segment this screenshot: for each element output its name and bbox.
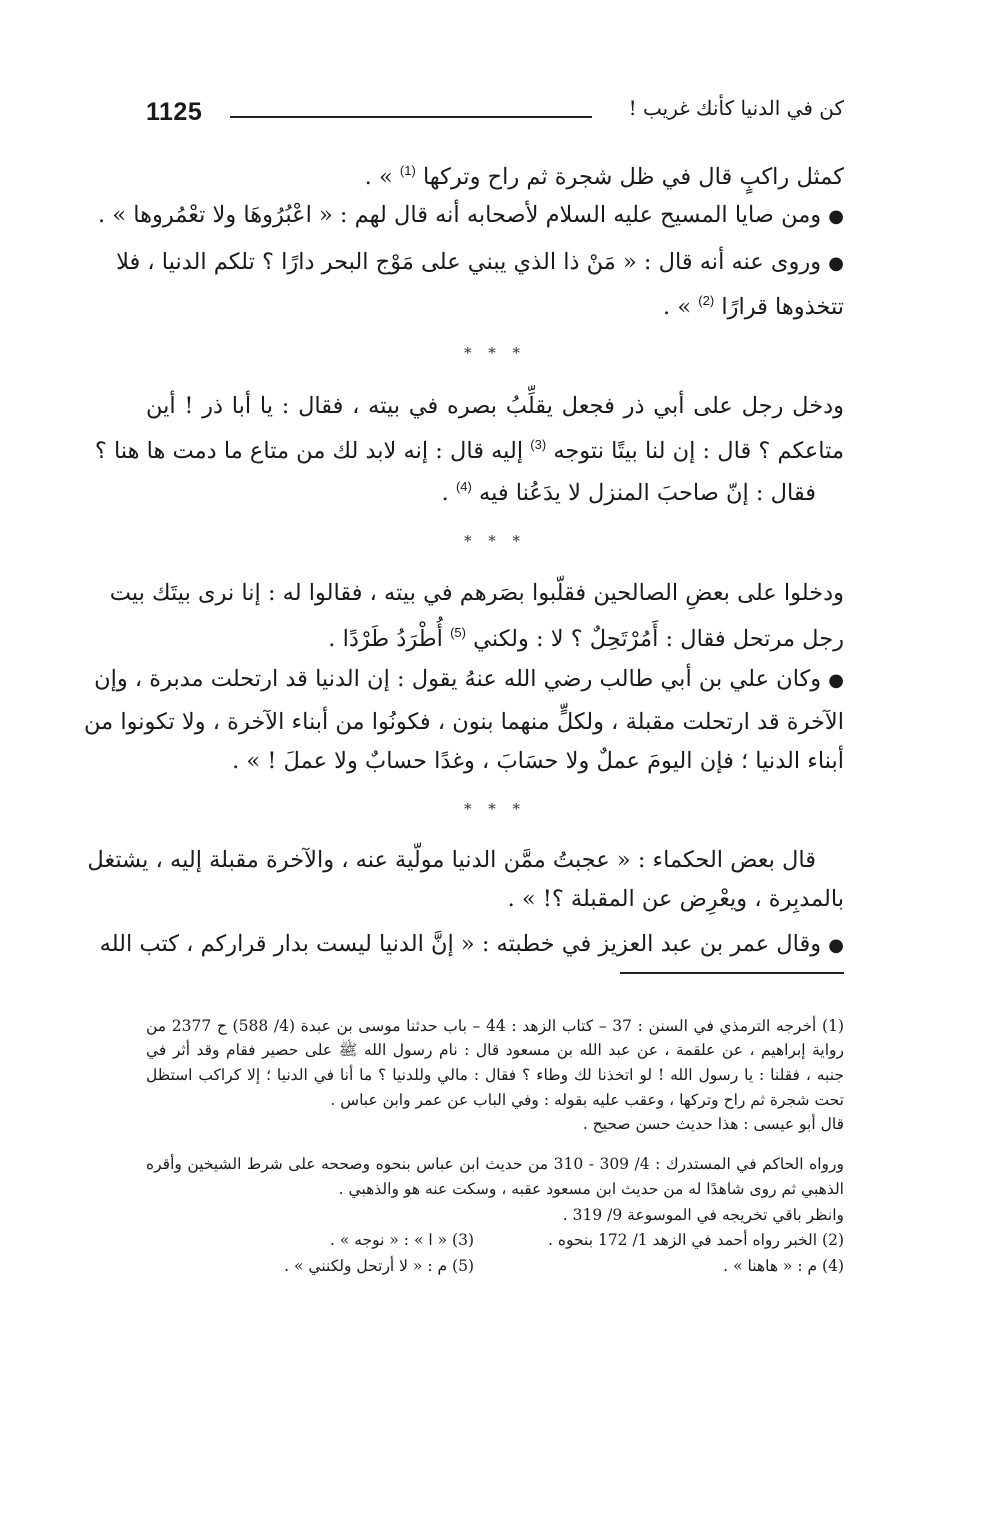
bullet-icon: ● <box>828 670 844 691</box>
footnote-line: تحت شجرة ثم راح وتركها ، وعقب عليه بقوله : وفي الباب عن عمر وابن عباس . <box>330 1091 844 1109</box>
footnote-line: رواية إبراهيم ، عن علقمة ، عن عبد الله بن مسعود قال : نام رسول الله ﷺ على حصير فقام وقد أثر في <box>146 1041 844 1059</box>
running-title: كن في الدنيا كأنك غريب ! <box>628 96 844 120</box>
footnote-line: وانظر باقي تخريجه في الموسوعة 9/ 319 . <box>562 1206 844 1224</box>
footnote-ref: (5) <box>450 625 466 640</box>
text-line: ● وقال عمر بن عبد العزيز في خطبته : « إنَّ الدنيا ليست بدار قراركم ، كتب الله <box>99 931 844 957</box>
footnote-line: (5) م : « لا أرتحل ولكنني » . <box>284 1257 474 1275</box>
page-header <box>146 96 844 136</box>
footnote-line: (4) م : « هاهنا » . <box>723 1257 844 1275</box>
footnote-line: (2) الخبر رواه أحمد في الزهد 1/ 172 بنحوه . <box>548 1231 844 1249</box>
text-line: ● ومن صايا المسيح عليه السلام لأصحابه أنه قال لهم : « اعْبُرُوهَا ولا تعْمُروها » . <box>98 202 844 228</box>
bullet-icon: ● <box>828 935 844 956</box>
section-separator: * * * <box>463 344 527 362</box>
footnote-ref: (2) <box>698 293 715 308</box>
text-line: ● وروى عنه أنه قال : « مَنْ ذا الذي يبني على مَوْج البحر دارًا ؟ تلكم الدنيا ، فلا <box>116 249 844 275</box>
footnote-ref: (3) <box>530 437 547 452</box>
text-line: قال بعض الحكماء : « عجبتُ ممَّن الدنيا مولّية عنه ، والآخرة مقبلة إليه ، يشتغل <box>87 847 816 873</box>
text-line: أبناء الدنيا ؛ فإن اليومَ عملٌ ولا حسَابَ ، وغدًا حسابٌ ولا عملَ ! » . <box>232 748 844 774</box>
footnote-line: الذهبي ثم روى شاهدًا له من حديث ابن مسعود عقبه ، وسكت عنه هو والذهبي . <box>338 1180 844 1198</box>
footnote-line: (1) أخرجه الترمذي في السنن : 37 – كتاب الزهد : 44 – باب حدثنا موسى بن عبدة (4/ 588) ح 2377 من <box>146 1017 845 1035</box>
text-line: رجل مرتحل فقال : أَمُرْتَحِلٌ ؟ لا : ولكني $^{(5)}$ أُطْرَدُ طَرْدًا . <box>328 625 844 652</box>
text-line: فقال : إنّ صاحبَ المنزل لا يدَعُنا فيه $^{(4)}$ . <box>441 479 816 506</box>
text-line: كمثل راكبٍ قال في ظل شجرة ثم راح وتركها $^{(1)}$ » . <box>364 163 844 190</box>
text-line: بالمدبِرة ، ويعْرِض عن المقبلة ؟! » . <box>507 886 844 912</box>
text-line: ودخلوا على بعضِ الصالحين فقلّبوا بصَرهم في بيته ، فقالوا له : إنا نرى بيتَك بيت <box>109 580 844 606</box>
page-number: 1125 <box>146 98 203 126</box>
section-separator: * * * <box>463 532 527 550</box>
text-line: ● وكان علي بن أبي طالب رضي الله عنهُ يقول : إن الدنيا قد ارتحلت مدبرة ، وإن <box>94 666 844 692</box>
bullet-icon: ● <box>828 253 844 274</box>
footnote-line: ورواه الحاكم في المستدرك : 4/ 309 - 310 من حديث ابن عباس بنحوه وصححه على شرط الشيخين وأقره <box>146 1155 844 1173</box>
text-line: تتخذوها قرارًا $^{(2)}$ » . <box>663 293 844 320</box>
header-rule <box>230 116 592 118</box>
text-line: ودخل رجل على أبي ذر فجعل يقلِّبُ بصره في بيته ، فقال : يا أبا ذر ! أين <box>146 393 844 419</box>
text-line: الآخرة قد ارتحلت مقبلة ، ولكلٍّ منهما بنون ، فكونُوا من أبناء الآخرة ، ولا تكونوا من <box>83 709 844 735</box>
bullet-icon: ● <box>828 206 844 227</box>
text-line: متاعكم ؟ قال : إن لنا بيتًا نتوجه $^{(3)}$ إليه قال : إنه لابد لك من متاع ما دمت ها هنا ؟ <box>94 437 844 464</box>
footnote-line: قال أبو عيسى : هذا حديث حسن صحيح . <box>582 1115 844 1133</box>
footnote-ref: (4) <box>455 479 472 494</box>
section-separator: * * * <box>463 800 527 818</box>
footnote-rule <box>620 972 844 974</box>
footnote-line: (3) « ا » : « نوجه » . <box>329 1231 474 1249</box>
footnote-line: جنبه ، فقلنا : يا رسول الله ! لو اتخذنا لك وطاء ؟ فقال : مالي وللدنيا ؟ ما أنا في الدنيا ؛ إلا كراكب استظل <box>146 1066 844 1084</box>
footnote-ref: (1) <box>399 163 416 178</box>
